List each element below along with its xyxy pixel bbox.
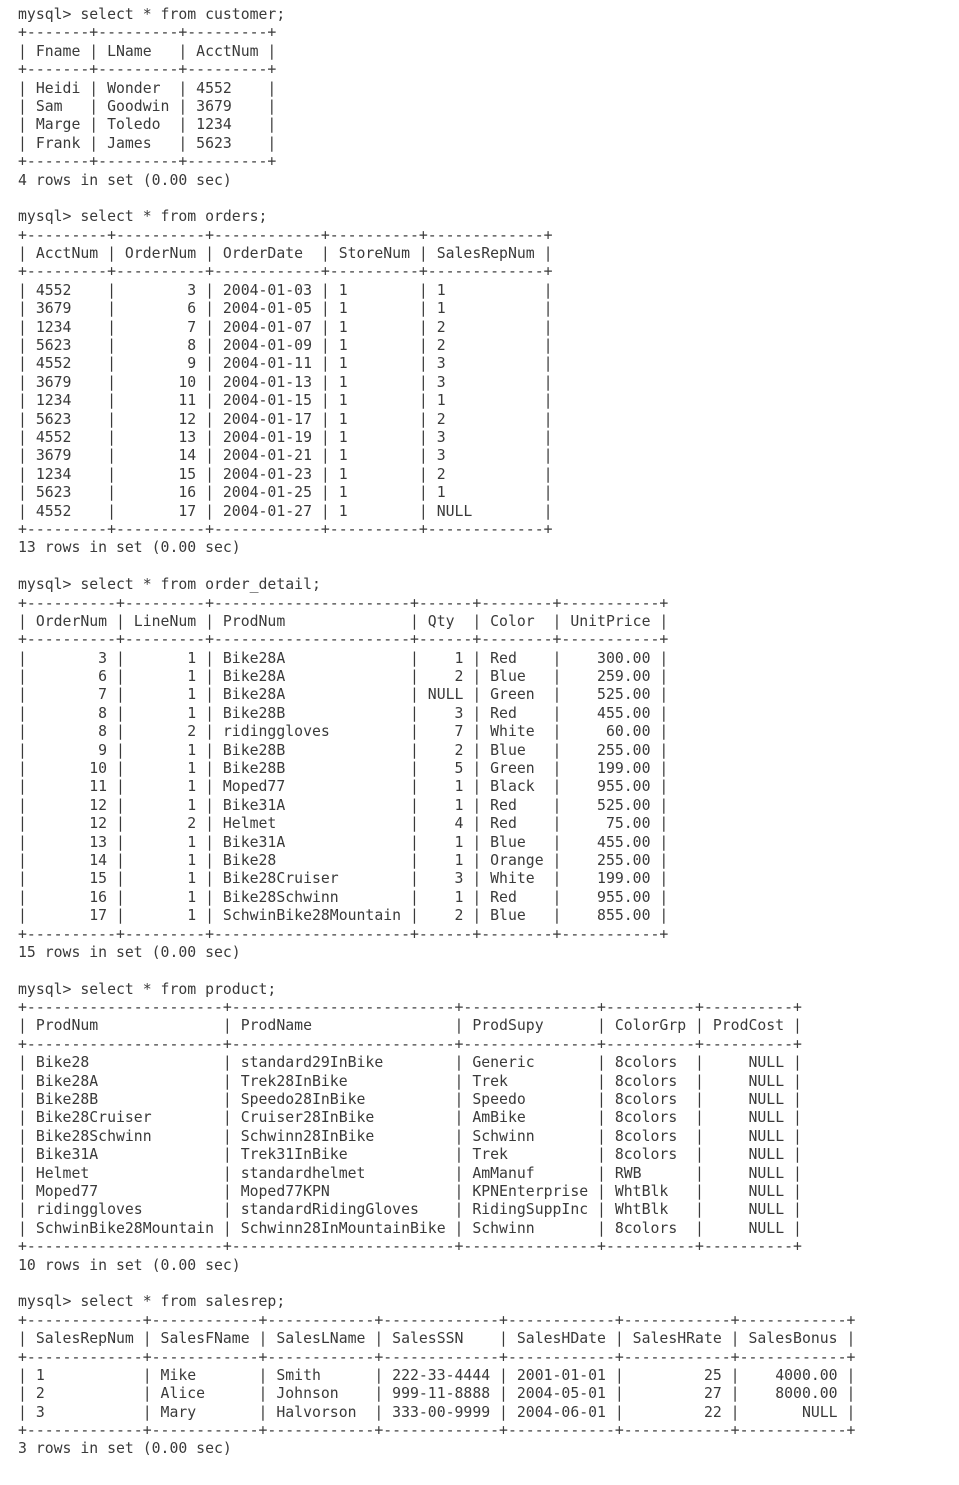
blank-line: [18, 1275, 959, 1293]
table-row: | 4552 | 17 | 2004-01-27 | 1 | NULL |: [18, 502, 553, 520]
blank-line: [18, 962, 959, 980]
blank-line: [18, 190, 959, 208]
table-row: | 3679 | 10 | 2004-01-13 | 1 | 3 |: [18, 373, 553, 391]
table-border: +----------------------+-------------------------+---------------+----------+----------+: [18, 999, 802, 1017]
table-row: | 5623 | 8 | 2004-01-09 | 1 | 2 |: [18, 337, 553, 355]
table-border: +---------+----------+------------+----------+-------------+: [18, 263, 553, 281]
table-row: | ridinggloves | standardRidingGloves | RidingSuppInc | WhtBlk | NULL |: [18, 1201, 802, 1219]
table-row: | 5623 | 12 | 2004-01-17 | 1 | 2 |: [18, 410, 553, 428]
result-footer: 3 rows in set (0.00 sec): [18, 1440, 232, 1458]
result-footer: 15 rows in set (0.00 sec): [18, 943, 241, 961]
table-row: | 14 | 1 | Bike28 | 1 | Orange | 255.00 |: [18, 851, 669, 869]
table-row: | 3 | 1 | Bike28A | 1 | Red | 300.00 |: [18, 649, 669, 667]
table-border: +----------+---------+----------------------+------+--------+-----------+: [18, 925, 669, 943]
table-row: | 12 | 2 | Helmet | 4 | Red | 75.00 |: [18, 815, 669, 833]
table-row: | 8 | 2 | ridinggloves | 7 | White | 60.00 |: [18, 723, 669, 741]
table-row: | Bike28Schwinn | Schwinn28InBike | Schwinn | 8colors | NULL |: [18, 1127, 802, 1145]
table-header-row: | OrderNum | LineNum | ProdNum | Qty | Color | UnitPrice |: [18, 612, 669, 630]
table-border: +---------+----------+------------+----------+-------------+: [18, 520, 553, 538]
table-row: | 1234 | 15 | 2004-01-23 | 1 | 2 |: [18, 465, 553, 483]
table-border: +-------------+------------+------------+-------------+------------+------------+------------+: [18, 1311, 856, 1329]
table-border: +-------------+------------+------------+-------------+------------+------------+------------+: [18, 1348, 856, 1366]
table-border: +----------+---------+----------------------+------+--------+-----------+: [18, 594, 669, 612]
table-border: +---------+----------+------------+----------+-------------+: [18, 226, 553, 244]
sql-command: mysql> select * from product;: [18, 980, 277, 998]
table-row: | Bike31A | Trek31InBike | Trek | 8colors | NULL |: [18, 1146, 802, 1164]
result-footer: 13 rows in set (0.00 sec): [18, 539, 241, 557]
table-row: | 15 | 1 | Bike28Cruiser | 3 | White | 199.00 |: [18, 870, 669, 888]
table-border: +-------+---------+---------+: [18, 153, 277, 171]
table-row: | Bike28B | Speedo28InBike | Speedo | 8colors | NULL |: [18, 1091, 802, 1109]
table-row: | Bike28Cruiser | Cruiser28InBike | AmBike | 8colors | NULL |: [18, 1109, 802, 1127]
table-row: | Bike28 | standard29InBike | Generic | 8colors | NULL |: [18, 1054, 802, 1072]
sql-command: mysql> select * from order_detail;: [18, 576, 321, 594]
table-border: +----------+---------+----------------------+------+--------+-----------+: [18, 631, 669, 649]
table-row: | 3 | Mary | Halvorson | 333-00-9999 | 2004-06-01 | 22 | NULL |: [18, 1403, 856, 1421]
blank-line: [18, 558, 959, 576]
table-row: | 12 | 1 | Bike31A | 1 | Red | 525.00 |: [18, 796, 669, 814]
table-row: | 1234 | 7 | 2004-01-07 | 1 | 2 |: [18, 318, 553, 336]
table-row: | Heidi | Wonder | 4552 |: [18, 79, 277, 97]
table-border: +-------+---------+---------+: [18, 24, 277, 42]
table-row: | 2 | Alice | Johnson | 999-11-8888 | 2004-05-01 | 27 | 8000.00 |: [18, 1385, 856, 1403]
table-border: +----------------------+-------------------------+---------------+----------+----------+: [18, 1035, 802, 1053]
table-row: | Helmet | standardhelmet | AmManuf | RWB | NULL |: [18, 1164, 802, 1182]
table-row: | 3679 | 14 | 2004-01-21 | 1 | 3 |: [18, 447, 553, 465]
table-header-row: | SalesRepNum | SalesFName | SalesLName | SalesSSN | SalesHDate | SalesHRate | SalesBonus |: [18, 1330, 856, 1348]
result-footer: 4 rows in set (0.00 sec): [18, 171, 232, 189]
table-border: +-------+---------+---------+: [18, 61, 277, 79]
table-row: | Marge | Toledo | 1234 |: [18, 116, 277, 134]
table-row: | 6 | 1 | Bike28A | 2 | Blue | 259.00 |: [18, 668, 669, 686]
table-row: | 16 | 1 | Bike28Schwinn | 1 | Red | 955.00 |: [18, 888, 669, 906]
table-border: +----------------------+-------------------------+---------------+----------+----------+: [18, 1238, 802, 1256]
result-footer: 10 rows in set (0.00 sec): [18, 1256, 241, 1274]
table-row: | Sam | Goodwin | 3679 |: [18, 97, 277, 115]
table-row: | 4552 | 9 | 2004-01-11 | 1 | 3 |: [18, 355, 553, 373]
table-row: | 1234 | 11 | 2004-01-15 | 1 | 1 |: [18, 392, 553, 410]
table-row: | Moped77 | Moped77KPN | KPNEnterprise | WhtBlk | NULL |: [18, 1183, 802, 1200]
table-row: | 11 | 1 | Moped77 | 1 | Black | 955.00 |: [18, 778, 669, 796]
table-row: | 1 | Mike | Smith | 222-33-4444 | 2001-01-01 | 25 | 4000.00 |: [18, 1366, 856, 1384]
table-row: | 3679 | 6 | 2004-01-05 | 1 | 1 |: [18, 300, 553, 318]
table-row: | 10 | 1 | Bike28B | 5 | Green | 199.00 |: [18, 760, 669, 778]
table-border: +-------------+------------+------------+-------------+------------+------------+------------+: [18, 1422, 856, 1440]
table-header-row: | Fname | LName | AcctNum |: [18, 42, 277, 60]
table-header-row: | ProdNum | ProdName | ProdSupy | ColorGrp | ProdCost |: [18, 1017, 802, 1035]
table-row: | 7 | 1 | Bike28A | NULL | Green | 525.00 |: [18, 686, 669, 704]
sql-command: mysql> select * from customer;: [18, 6, 286, 23]
table-row: | 9 | 1 | Bike28B | 2 | Blue | 255.00 |: [18, 741, 669, 759]
table-row: | 17 | 1 | SchwinBike28Mountain | 2 | Blue | 855.00 |: [18, 907, 669, 925]
table-row: | Frank | James | 5623 |: [18, 134, 277, 152]
table-row: | 4552 | 3 | 2004-01-03 | 1 | 1 |: [18, 281, 553, 299]
table-row: | SchwinBike28Mountain | Schwinn28InMountainBike | Schwinn | 8colors | NULL |: [18, 1219, 802, 1237]
table-row: | 8 | 1 | Bike28B | 3 | Red | 455.00 |: [18, 704, 669, 722]
sql-command: mysql> select * from salesrep;: [18, 1293, 286, 1311]
table-header-row: | AcctNum | OrderNum | OrderDate | StoreNum | SalesRepNum |: [18, 245, 553, 263]
table-row: | 4552 | 13 | 2004-01-19 | 1 | 3 |: [18, 428, 553, 446]
sql-command: mysql> select * from orders;: [18, 208, 268, 226]
table-row: | 5623 | 16 | 2004-01-25 | 1 | 1 |: [18, 484, 553, 502]
table-row: | 13 | 1 | Bike31A | 1 | Blue | 455.00 |: [18, 833, 669, 851]
table-row: | Bike28A | Trek28InBike | Trek | 8colors | NULL |: [18, 1072, 802, 1090]
